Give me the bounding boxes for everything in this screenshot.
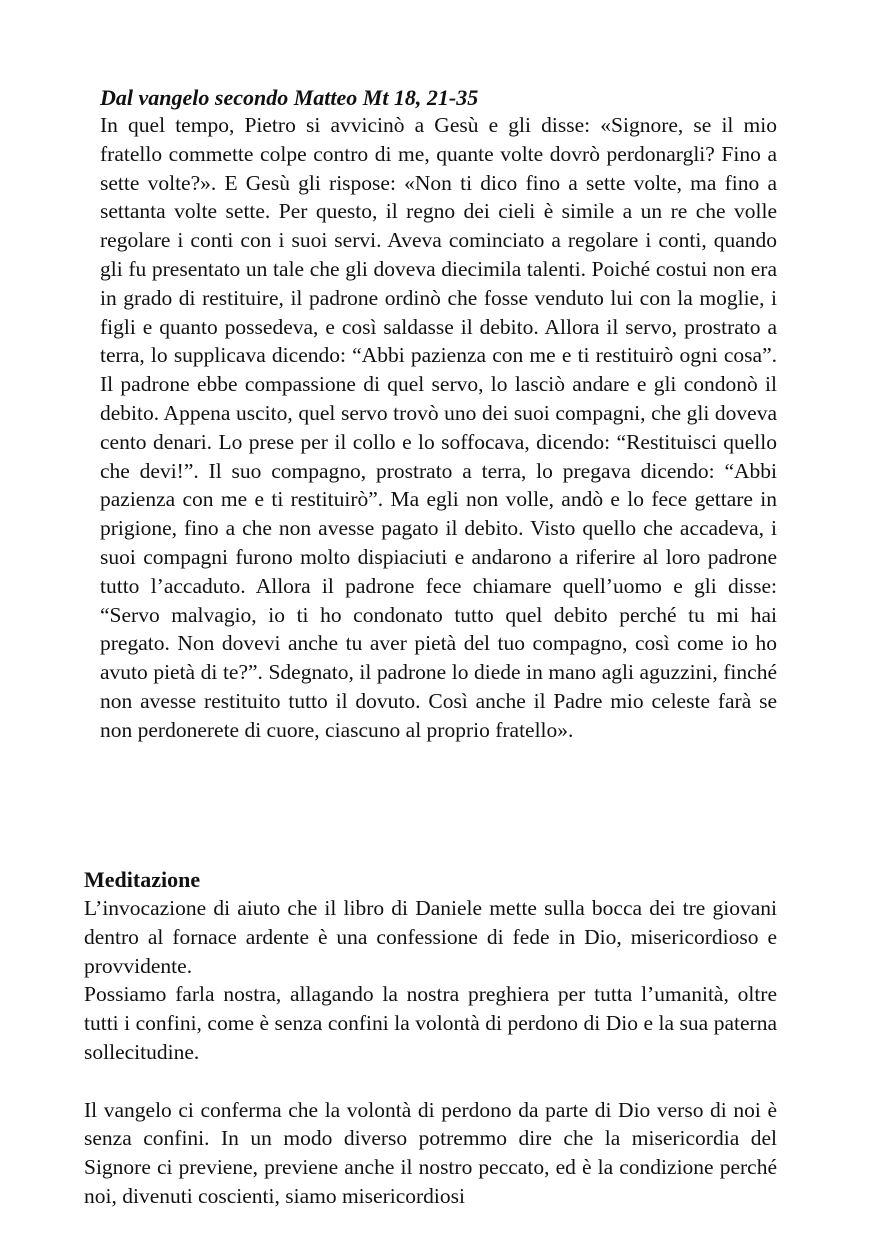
gospel-title: Dal vangelo secondo Matteo Mt 18, 21-35	[100, 85, 479, 110]
paragraph-spacer	[84, 1067, 777, 1096]
meditation-section	[84, 866, 777, 1211]
gospel-text: In quel tempo, Pietro si avvicinò a Gesù e gli disse: «Signore, se il mio fratello commette colpe contro di me, quante volte dovrò perdonargli? Fino a sette volte?». E Gesù gli rispose: «Non ti dico fino a sette volte, ma fino a settanta volte sette. Per questo, il regno dei cieli è simile a un re che volle regolare i conti con i suoi servi. Aveva cominciato a regolare i conti, quando gli fu presentato un tale che gli doveva diecimila talenti. Poiché costui non era in grado di restituire, il padrone ordinò che fosse venduto lui con la moglie, i figli e quanto possedeva, e così saldasse il debito. Allora il servo, prostrato a terra, lo supplicava dicendo: “Abbi pazienza con me e ti restituirò ogni cosa”. Il padrone ebbe compassione di quel servo, lo lasciò andare e gli condonò il debito. Appena uscito, quel servo trovò uno dei suoi compagni, che gli doveva cento denari. Lo prese per il collo e lo soffocava, dicendo: “Restituisci quello che devi!”. Il suo compagno, prostrato a terra, lo pregava dicendo: “Abbi pazienza con me e ti restituirò”. Ma egli non volle, andò e lo fece gettare in prigione, fino a che non avesse pagato il debito. Visto quello che accadeva, i suoi compagni furono molto dispiaciuti e andarono a riferire al loro padrone tutto l’accaduto. Allora il padrone fece chiamare quell’uomo e gli disse: “Servo malvagio, io ti ho condonato tutto quel debito perché tu mi hai pregato. Non dovevi anche tu aver pietà del tuo compagno, così come io ho avuto pietà di te?”. Sdegnato, il padrone lo diede in mano agli aguzzini, finché non avesse restituito tutto il dovuto. Così anche il Padre mio celeste farà se non perdonerete di cuore, ciascuno al proprio fratello».	[100, 113, 777, 742]
meditation-paragraph: Il vangelo ci conferma che la volontà di perdono da parte di Dio verso di noi è senza confini. In un modo diverso potremmo dire che la misericordia del Signore ci previene, previene anche il nostro peccato, ed è la condizione perché noi, divenuti coscienti, siamo misericordiosi	[84, 1097, 777, 1208]
gospel-section	[100, 85, 777, 745]
meditation-title: Meditazione	[84, 867, 201, 892]
meditation-paragraph: Possiamo farla nostra, allagando la nostra preghiera per tutta l’umanità, oltre tutti i confini, come è senza confini la volontà di perdono di Dio e la sua paterna sollecitudine.	[84, 982, 777, 1064]
meditation-paragraph: L’invocazione di aiuto che il libro di Daniele mette sulla bocca dei tre giovani dentro al fornace ardente è una confessione di fede in Dio, misericordioso e provvidente.	[84, 896, 777, 978]
